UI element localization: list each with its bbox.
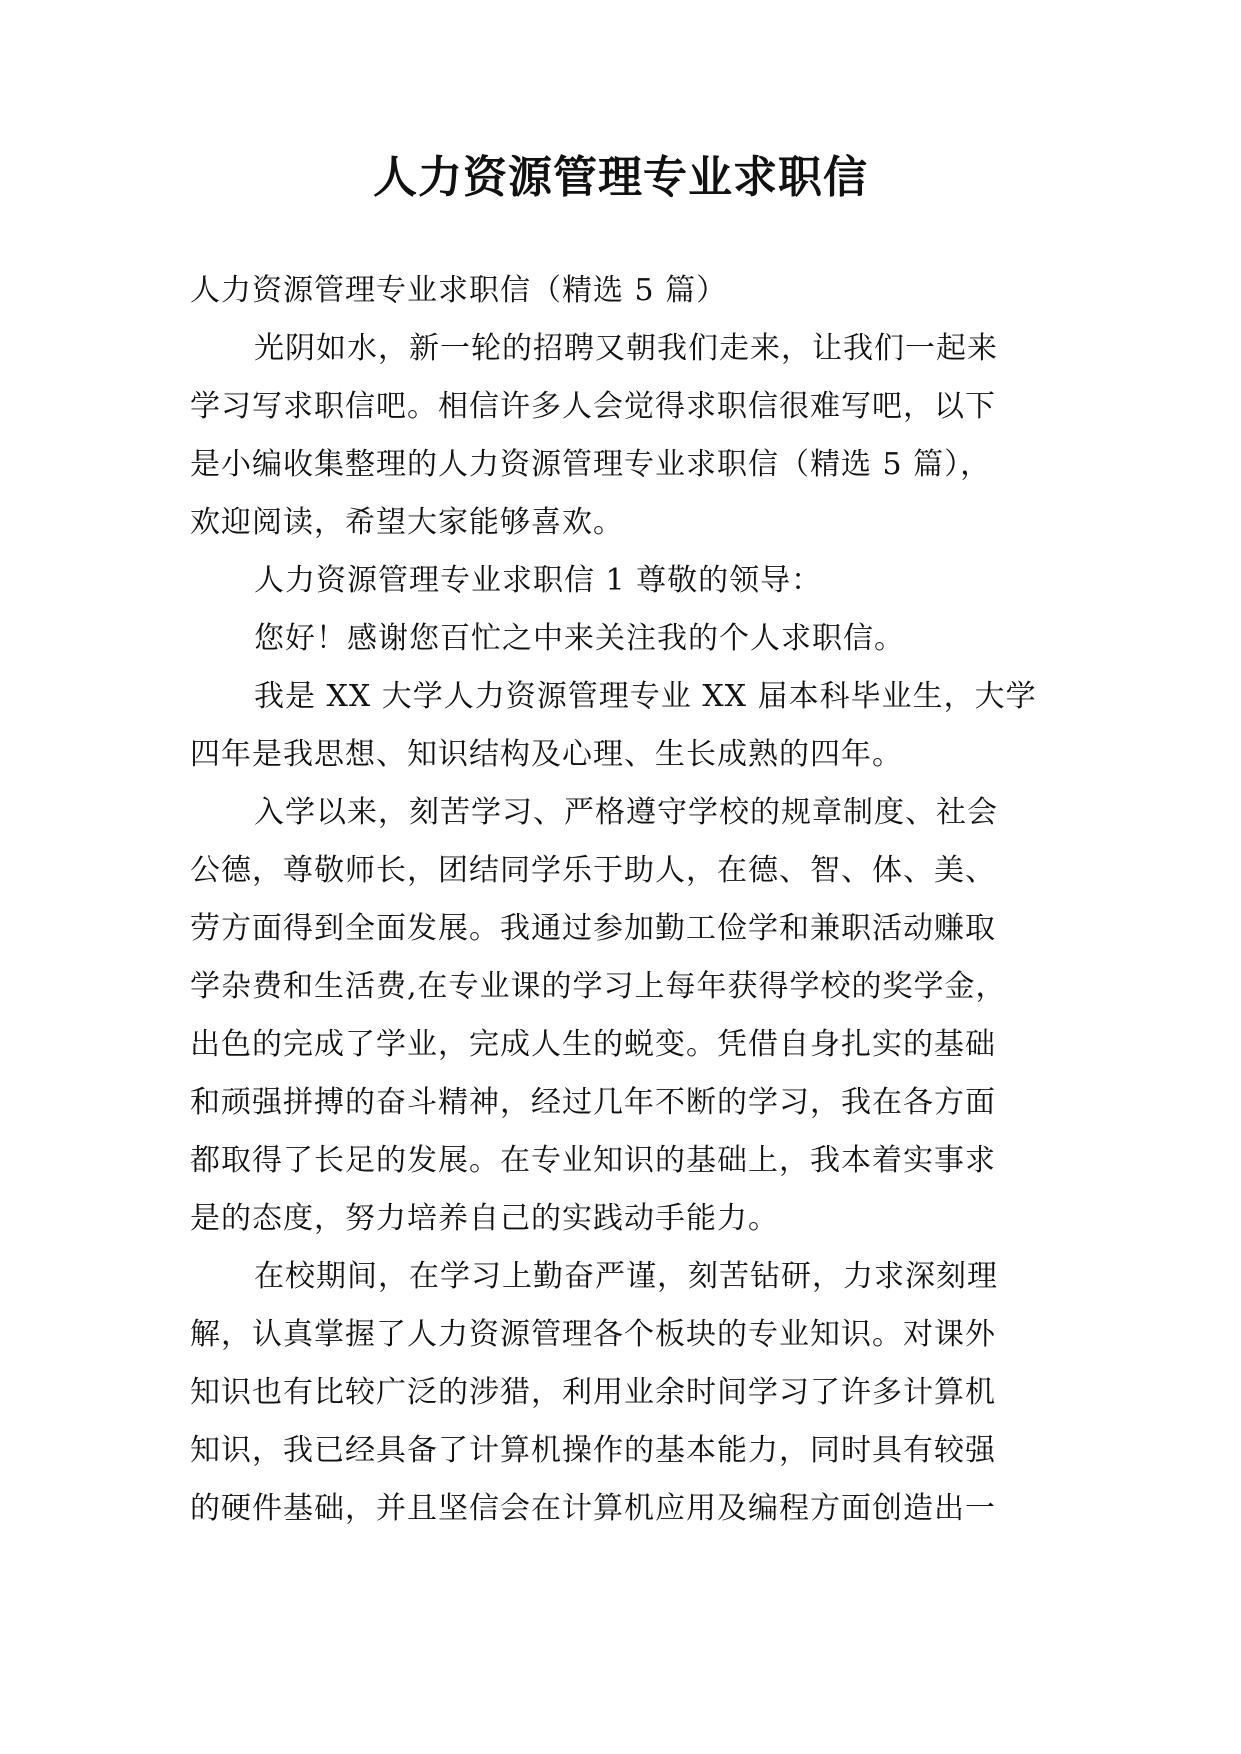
text-line: 劳方面得到全面发展。我通过参加勤工俭学和兼职活动赚取 [190, 911, 996, 946]
text-line: 和顽强拼搏的奋斗精神，经过几年不断的学习，我在各方面 [190, 1085, 996, 1120]
text-line: 知识，我已经具备了计算机操作的基本能力，同时具有较强 [190, 1433, 996, 1468]
document-body [190, 262, 1052, 1538]
text-line: 您好！感谢您百忙之中来关注我的个人求职信。 [254, 621, 905, 656]
text-line: 欢迎阅读，希望大家能够喜欢。 [190, 505, 624, 540]
document-title: 人力资源管理专业求职信 [373, 152, 868, 203]
text-line: 都取得了长足的发展。在专业知识的基础上，我本着实事求 [190, 1143, 996, 1178]
text-line: 人力资源管理专业求职信（精选 5 篇） [190, 273, 728, 308]
text-line: 学习写求职信吧。相信许多人会觉得求职信很难写吧，以下 [190, 389, 996, 424]
text-line: 我是 XX 大学人力资源管理专业 XX 届本科毕业生，大学 [254, 679, 1037, 714]
text-line: 是小编收集整理的人力资源管理专业求职信（精选 5 篇）， [190, 447, 992, 482]
text-line: 光阴如水，新一轮的招聘又朝我们走来，让我们一起来 [254, 331, 998, 366]
text-line: 入学以来，刻苦学习、严格遵守学校的规章制度、社会 [254, 795, 998, 830]
text-line: 的硬件基础，并且坚信会在计算机应用及编程方面创造出一 [190, 1491, 996, 1526]
text-line: 是的态度，努力培养自己的实践动手能力。 [190, 1201, 779, 1236]
text-line: 人力资源管理专业求职信 1 尊敬的领导： [254, 563, 823, 598]
text-line: 解，认真掌握了人力资源管理各个板块的专业知识。对课外 [190, 1317, 996, 1352]
text-line: 公德，尊敬师长，团结同学乐于助人，在德、智、体、美、 [190, 853, 996, 888]
text-line: 知识也有比较广泛的涉猎，利用业余时间学习了许多计算机 [190, 1375, 996, 1410]
text-line: 学杂费和生活费,在专业课的学习上每年获得学校的奖学金， [190, 969, 1007, 1004]
text-line: 四年是我思想、知识结构及心理、生长成熟的四年。 [190, 737, 903, 772]
text-line: 在校期间，在学习上勤奋严谨，刻苦钻研，力求深刻理 [254, 1259, 998, 1294]
text-line: 出色的完成了学业，完成人生的蜕变。凭借自身扎实的基础 [190, 1027, 996, 1062]
